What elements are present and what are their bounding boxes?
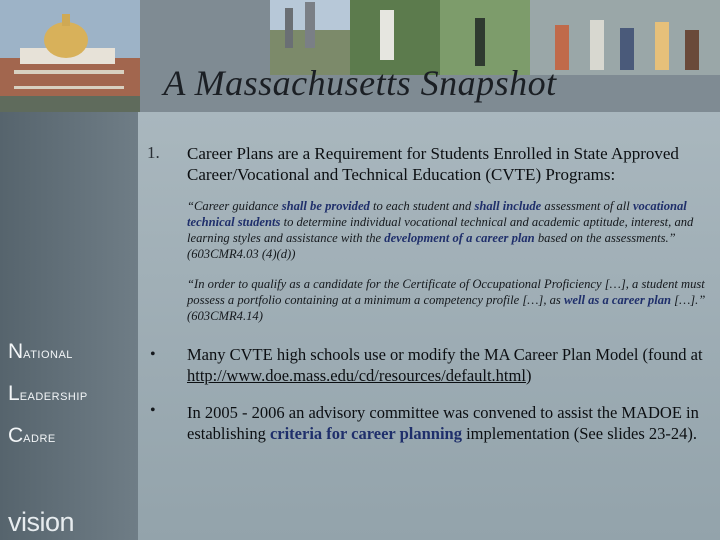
quote-603cmr-4-14: “In order to qualify as a candidate for the Certificate of Occupational Proficiency […], a student must possess a portfolio containing at a minimum a competency profile […], as well as a career plan […].” (603CMR4.14) (187, 277, 706, 323)
page-title: A Massachusetts Snapshot (163, 63, 557, 103)
sidebar-leadership: LEADERSHIP (8, 382, 88, 405)
sidebar-national: NATIONAL (8, 340, 73, 363)
sidebar-cadre: CADRE (8, 424, 56, 447)
item-number: 1. (147, 143, 160, 162)
quote-603cmr-4-03: “Career guidance shall be provided to each student and shall include assessment of all vocational technical students to determine individual vocational technical and academic aptitude, interest, and learning styles and assistance with the development of a career plan based on the assessments.” (603CMR4.03 (4)(d)) (187, 199, 694, 261)
item-1-text: Career Plans are a Requirement for Students Enrolled in State Approved Career/Vocational and Technical Education (CVTE) Programs: (187, 144, 679, 184)
vision-logo: vision (8, 507, 75, 537)
bullet-1-marker: • (150, 346, 156, 363)
bullet-2-marker: • (150, 402, 156, 419)
bullet-1-text: Many CVTE high schools use or modify the MA Career Plan Model (found at http://www.doe.mass.edu/cd/resources/default.html) (187, 345, 703, 385)
bullet-2-text: In 2005 - 2006 an advisory committee was convened to assist the MADOE in establishing criteria for career planning implementation (See slides 23-24). (187, 403, 699, 443)
doe-resources-link[interactable]: http://www.doe.mass.edu/cd/resources/default.html (187, 366, 526, 385)
